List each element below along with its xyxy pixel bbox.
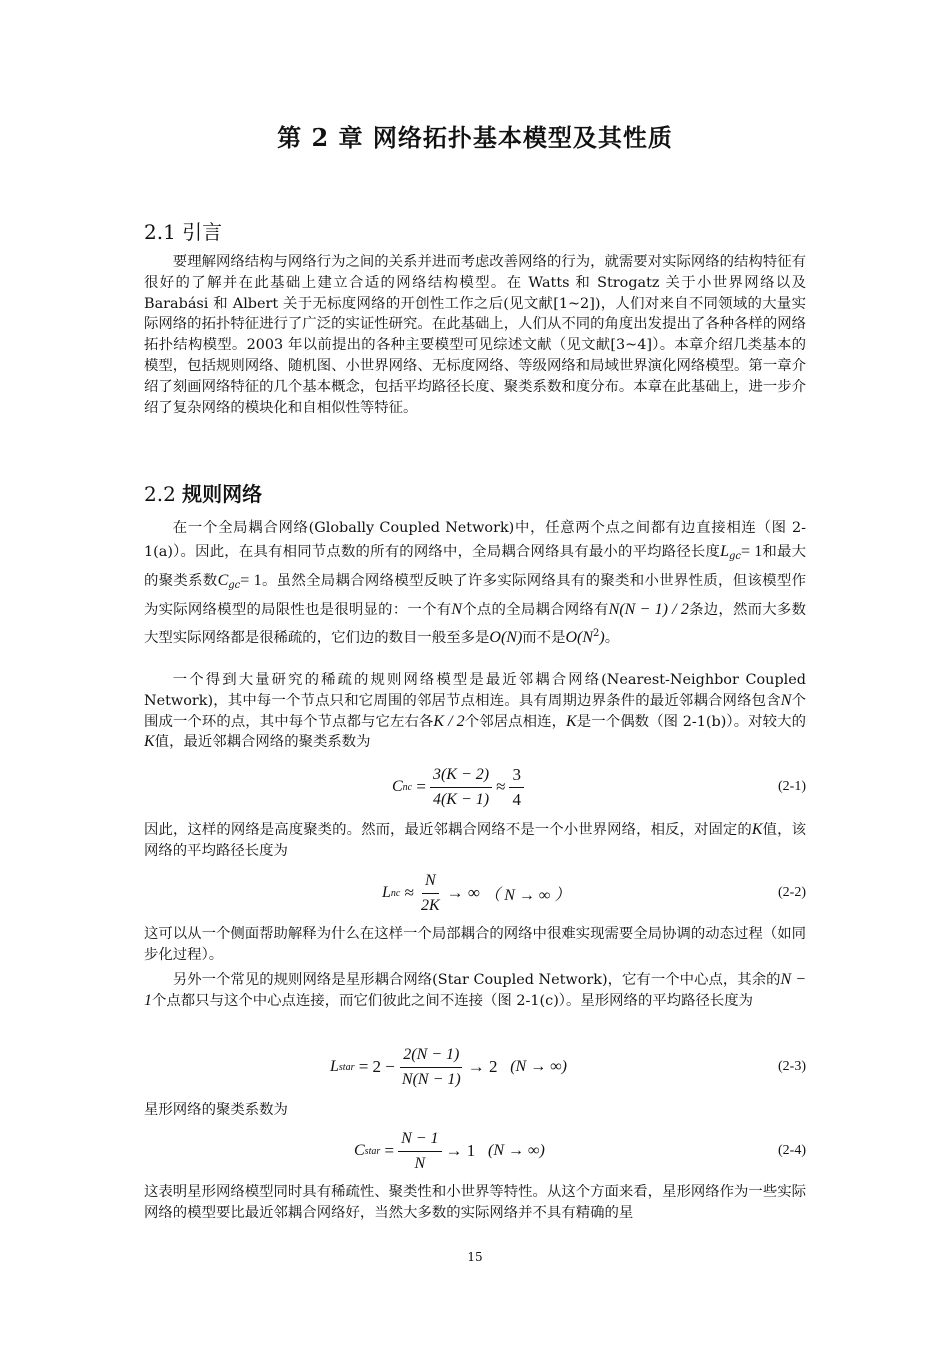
math-condition: (N → ∞) xyxy=(488,1142,545,1159)
fraction xyxy=(398,1129,441,1174)
math-sub: gc xyxy=(228,580,241,591)
text: 。虽然全局耦合网络模型反映了许多实际网络具有的聚类和小世界性质，但该模型作为实际网络模型的局限性也是很明显的：一个有 xyxy=(144,573,806,618)
math-var: K xyxy=(566,712,577,730)
math-sub: nc xyxy=(390,887,401,899)
text: 另外一个常见的规则网络是星形耦合网络(Star Coupled Network)，它有一个中心点，其余的 xyxy=(172,972,781,988)
section-number: 2.1 xyxy=(144,220,176,244)
text: 个围成一个环的点，其中每个节点都与它左右各 xyxy=(144,692,806,730)
denominator: N(N − 1) xyxy=(401,1070,461,1088)
fraction xyxy=(418,871,443,916)
section-heading-regular xyxy=(144,478,262,507)
text: 个点都只与这个中心点连接，而它们彼此之间不连接（图 2-1(c)）。星形网络的平均路径长度为 xyxy=(152,992,754,1009)
text: 条边，然而大多数大型实际网络都是很稀疏的，它们边的数目一般至多是 xyxy=(144,602,806,646)
paragraph-after-eq1 xyxy=(144,820,806,862)
math-expr: K / 2 xyxy=(433,712,465,730)
equation-2-3 xyxy=(144,1042,806,1092)
math-var: C xyxy=(392,778,403,795)
numerator: N xyxy=(422,871,439,894)
paragraph-global-coupled xyxy=(144,516,806,650)
text: 个邻居点相连， xyxy=(464,713,567,730)
math-expr: = 1 xyxy=(240,572,262,589)
text: 在一个全局耦合网络(Globally Coupled Network)中，任意两个点之间都有边直接相连（图 2-1(a)）。因此，在具有相同节点数的所有的网络中，全局耦合网络具有最小的平均路径长度 xyxy=(144,520,806,560)
math-var: K xyxy=(144,733,155,751)
equation-label: (2-3) xyxy=(778,1059,806,1074)
text: 因此，这样的网络是高度聚类的。然而，最近邻耦合网络不是一个小世界网络，相反，对固定的 xyxy=(144,822,752,838)
math-expr: = 1 xyxy=(741,543,763,560)
denominator: 2K xyxy=(420,896,440,914)
math-var: N xyxy=(451,601,463,618)
math-sub: nc xyxy=(402,781,413,793)
math-sub: star xyxy=(338,1061,355,1073)
math-expr: O(N) xyxy=(489,629,523,646)
math-var: N xyxy=(780,691,792,709)
numerator: 3 xyxy=(509,765,524,788)
math-expr: → ∞ xyxy=(446,883,480,902)
math-var: L xyxy=(382,884,391,901)
math-expr: N(N − 1) / 2 xyxy=(608,601,689,618)
section-title: 规则网络 xyxy=(182,482,263,506)
equation-label: (2-1) xyxy=(778,779,806,794)
text: 个点的全局耦合网络有 xyxy=(462,602,609,618)
chapter-title: 第 2 章 网络拓扑基本模型及其性质 xyxy=(277,123,673,152)
math-condition: (N → ∞) xyxy=(510,1058,567,1075)
equation-2-2: L nc ≈ $\frac{N}{2K}$ → ∞ （ N → ∞ ） (2-2) xyxy=(144,868,806,918)
denominator: 4 xyxy=(512,789,521,809)
text: 值，最近邻耦合网络的聚类系数为 xyxy=(154,734,371,751)
section-title: 引言 xyxy=(182,220,223,244)
text: 而不是 xyxy=(522,630,566,646)
math-expr: → 1 xyxy=(445,1141,476,1160)
text: 是一个偶数（图 2-1(b)）。对较大的 xyxy=(576,713,806,730)
equation-label: (2-4) xyxy=(778,1143,806,1158)
text: 值，该网络的平均路径长度为 xyxy=(144,822,806,859)
math-op: ≈ xyxy=(496,777,506,796)
math-sub: star xyxy=(364,1145,381,1157)
denominator: 4(K − 1) xyxy=(432,790,490,808)
numerator: N − 1 xyxy=(398,1129,441,1152)
denominator: N xyxy=(414,1154,426,1172)
paragraph-after-eq2: 这可以从一个侧面帮助解释为什么在这样一个局部耦合的网络中很难实现需要全局协调的动态过程（如同步化过程）。 xyxy=(144,926,806,963)
text: 。 xyxy=(604,630,620,646)
math-var: L xyxy=(720,543,729,560)
paragraph-star-clustering: 星形网络的聚类系数为 xyxy=(144,1102,288,1118)
math-var: L xyxy=(330,1058,339,1075)
paragraph-nearest-neighbor xyxy=(144,670,806,753)
equation-2-1: C nc = $\frac{3(K - 2)}{4(K - 1)}$ ≈ $\frac{3}{4}$ (2-1) xyxy=(144,762,806,812)
fraction xyxy=(399,1045,464,1090)
math-var: K xyxy=(751,821,763,838)
math-expr: O(N xyxy=(565,629,594,646)
math-expr: ) xyxy=(599,629,605,646)
fraction xyxy=(430,765,492,810)
math-sub: gc xyxy=(729,551,742,562)
intro-paragraph: 要理解网络结构与网络行为之间的关系并进而考虑改善网络的行为，就需要对实际网络的结构特征有很好的了解并在此基础上建立合适的网络结构模型。在 Watts 和 Strogatz 关于小世界网络以及 Barabási 和 Albert 关于无标度网络的开创性工作之后(见文献[1~2])，人们对来自不同领域的大量实际网络的拓扑特征进行了广泛的实证性研究。在此基础上，人们从不同的角度出发提出了各种各样的网络拓扑结构模型。2003 年以前提出的各种主要模型可见综述文献（见文献[3~4]）。本章介绍几类基本的模型，包括规则网络、随机图、小世界网络、无标度网络、等级网络和局域世界演化网络模型。第一章介绍了刻画网络特征的几个基本概念，包括平均路径长度、聚类系数和度分布。本章在此基础上，进一步介绍了复杂网络的模块化和自相似性等特征。 xyxy=(144,254,806,416)
math-var: C xyxy=(354,1142,365,1159)
section-heading-intro xyxy=(144,216,222,245)
numerator: 3(K − 2) xyxy=(430,765,492,788)
paragraph-conclusion: 这表明星形网络模型同时具有稀疏性、聚类性和小世界等特性。从这个方面来看，星形网络作为一些实际网络的模型要比最近邻耦合网络好，当然大多数的实际网络并不具有精确的星 xyxy=(144,1184,806,1221)
math-var: C xyxy=(217,572,229,589)
section-number: 2.2 xyxy=(144,482,176,506)
math-expr: N − 1 xyxy=(144,971,807,1009)
text: 和最大的聚类系数 xyxy=(144,544,806,589)
math-condition: （ N → ∞ ） xyxy=(484,886,571,904)
paragraph-star-network xyxy=(144,970,806,1012)
page-number: 15 xyxy=(467,1250,483,1264)
fraction xyxy=(509,765,524,810)
equation-label: (2-2) xyxy=(778,885,806,900)
equation-2-4: C star = $\frac{N - 1}{N}$ → 1 (N → ∞) (2-4) xyxy=(144,1126,806,1176)
math-sup: 2 xyxy=(593,628,600,639)
math-expr: = 2 − xyxy=(358,1057,395,1076)
math-expr: → 2 xyxy=(467,1057,498,1076)
numerator: 2(N − 1) xyxy=(400,1045,462,1068)
text: 一个得到大量研究的稀疏的规则网络模型是最近邻耦合网络(Nearest-Neighbor Coupled Network)，其中每一个节点只和它周围的邻居节点相连。具有周期边界条件的最近邻耦合网络包含 xyxy=(144,672,806,709)
